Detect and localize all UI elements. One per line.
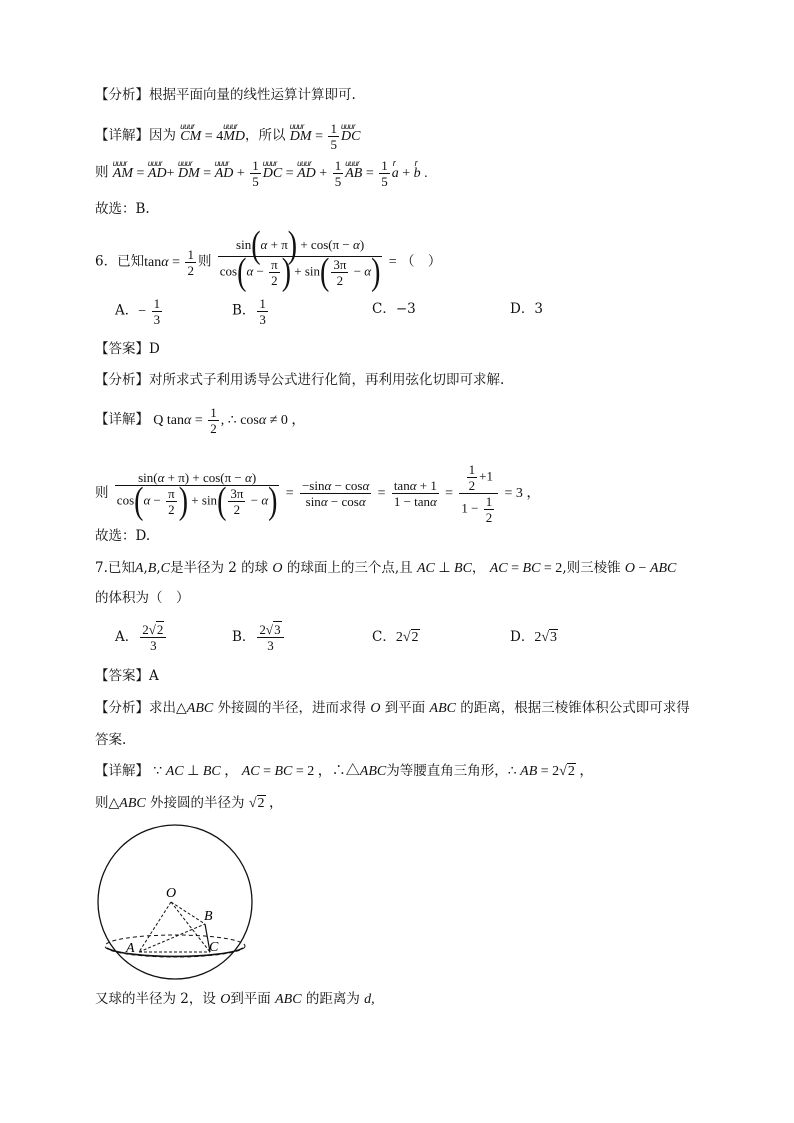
label-c: C (209, 940, 219, 955)
q7-option-d: D．2√3 (510, 629, 558, 645)
q5-analysis (95, 86, 356, 104)
edge-oa (139, 902, 171, 952)
q6-option-c: C．−3 (372, 301, 416, 317)
label-o: O (166, 886, 177, 901)
q6-equation: 则 sin(α + π) + cos(π − α) cos(α − $\frac{\pi}{2}$ ) + sin( $\frac{3\pi}{2}$ − α) = $\frac{-\sin\alpha - \cos\alpha}{\sin\alpha - \cos\alpha}$ = $\frac{\tan\alpha + 1}{1 - \tan\alpha}$ = $\frac{1}{2}$ +1 1 − $\frac{1}{2}$ = 3 ， (95, 462, 541, 525)
q7-option-a: A． $\frac{2√2}{3}$ (115, 622, 168, 653)
q6-option-d: D．3 (510, 301, 543, 317)
label-a: A (126, 941, 135, 956)
q6-option-b: B． $\frac{1}{3}$ (232, 296, 266, 327)
q7-answer: 【答案】A (95, 668, 159, 684)
q7-option-c: C．2√2 (372, 629, 419, 645)
q6-analysis: 【分析】对所求式子利用诱导公式进行化简，再利用弦化切即可求解. (95, 372, 505, 388)
analysis-text: 根据平面向量的线性运算计算即可. (149, 87, 356, 103)
q7-stem-2: 的体积为（ ） (95, 590, 190, 606)
q6-answer: 【答案】D (95, 341, 160, 357)
q6-detail: 【详解】 Q tanα = $\frac{1}{2}$ , ∴ cosα ≠ 0 ， (95, 405, 306, 436)
sphere-figure (92, 822, 258, 982)
q6-conclusion: 故选：D. (95, 528, 151, 544)
q5-then-line: 则 uuur AM = uuur AD+ uuur DM = uuur AD + $\frac{1}{5}$ uuur DC = uuur AD + $\frac{1}{5}$ uuur AB = $\frac{1}{5}$ r a + r b . (95, 158, 428, 189)
edge-ob (171, 902, 205, 924)
q7-analysis-1: 【分析】求出△ABC 外接圆的半径，进而求得 O 到平面 ABC 的距离，根据三棱锥体积公式即可求得 (95, 700, 690, 716)
detail-tag: 【详解】 (95, 127, 149, 144)
q5-detail: 【详解】因为 uuur CM = 4uuur MD，所以 uuur DM = $\frac{1}{5}$ uuur DC (95, 121, 360, 152)
q6-stem: 6．已知tanα = $\frac{1}{2}$ 则 sin(α + π) + cos(π − α) cos(α − $\frac{\pi}{2}$ ) + sin( $\frac{3\pi}{2}$ − α) = （ ） (95, 224, 442, 293)
q7-option-b: B． $\frac{2√3}{3}$ (232, 622, 286, 653)
q5-conclusion: 故选：B. (95, 201, 150, 217)
edge-ab (139, 924, 205, 952)
analysis-tag: 【分析】 (95, 87, 149, 103)
q7-final-line: 又球的半径为 2，设 O到平面 ABC 的距离为 d, (95, 991, 375, 1007)
label-b: B (204, 909, 213, 924)
q6-option-a: A．− $\frac{1}{3}$ (115, 296, 161, 327)
q7-stem-1: 7.已知A,B,C是半径为 2 的球 O 的球面上的三个点,且 AC ⊥ BC， AC = BC = 2,则三棱锥 O − ABC (95, 560, 677, 576)
q7-detail-2: 则△ABC 外接圆的半径为 √2 ， (95, 795, 284, 811)
q7-detail-1: 【详解】 ∵ AC ⊥ BC ， AC = BC = 2 ，∴△ABC为等腰直角三角形，∴ AB = 2√2 ， (95, 763, 594, 779)
q7-analysis-2: 答案. (95, 732, 127, 748)
